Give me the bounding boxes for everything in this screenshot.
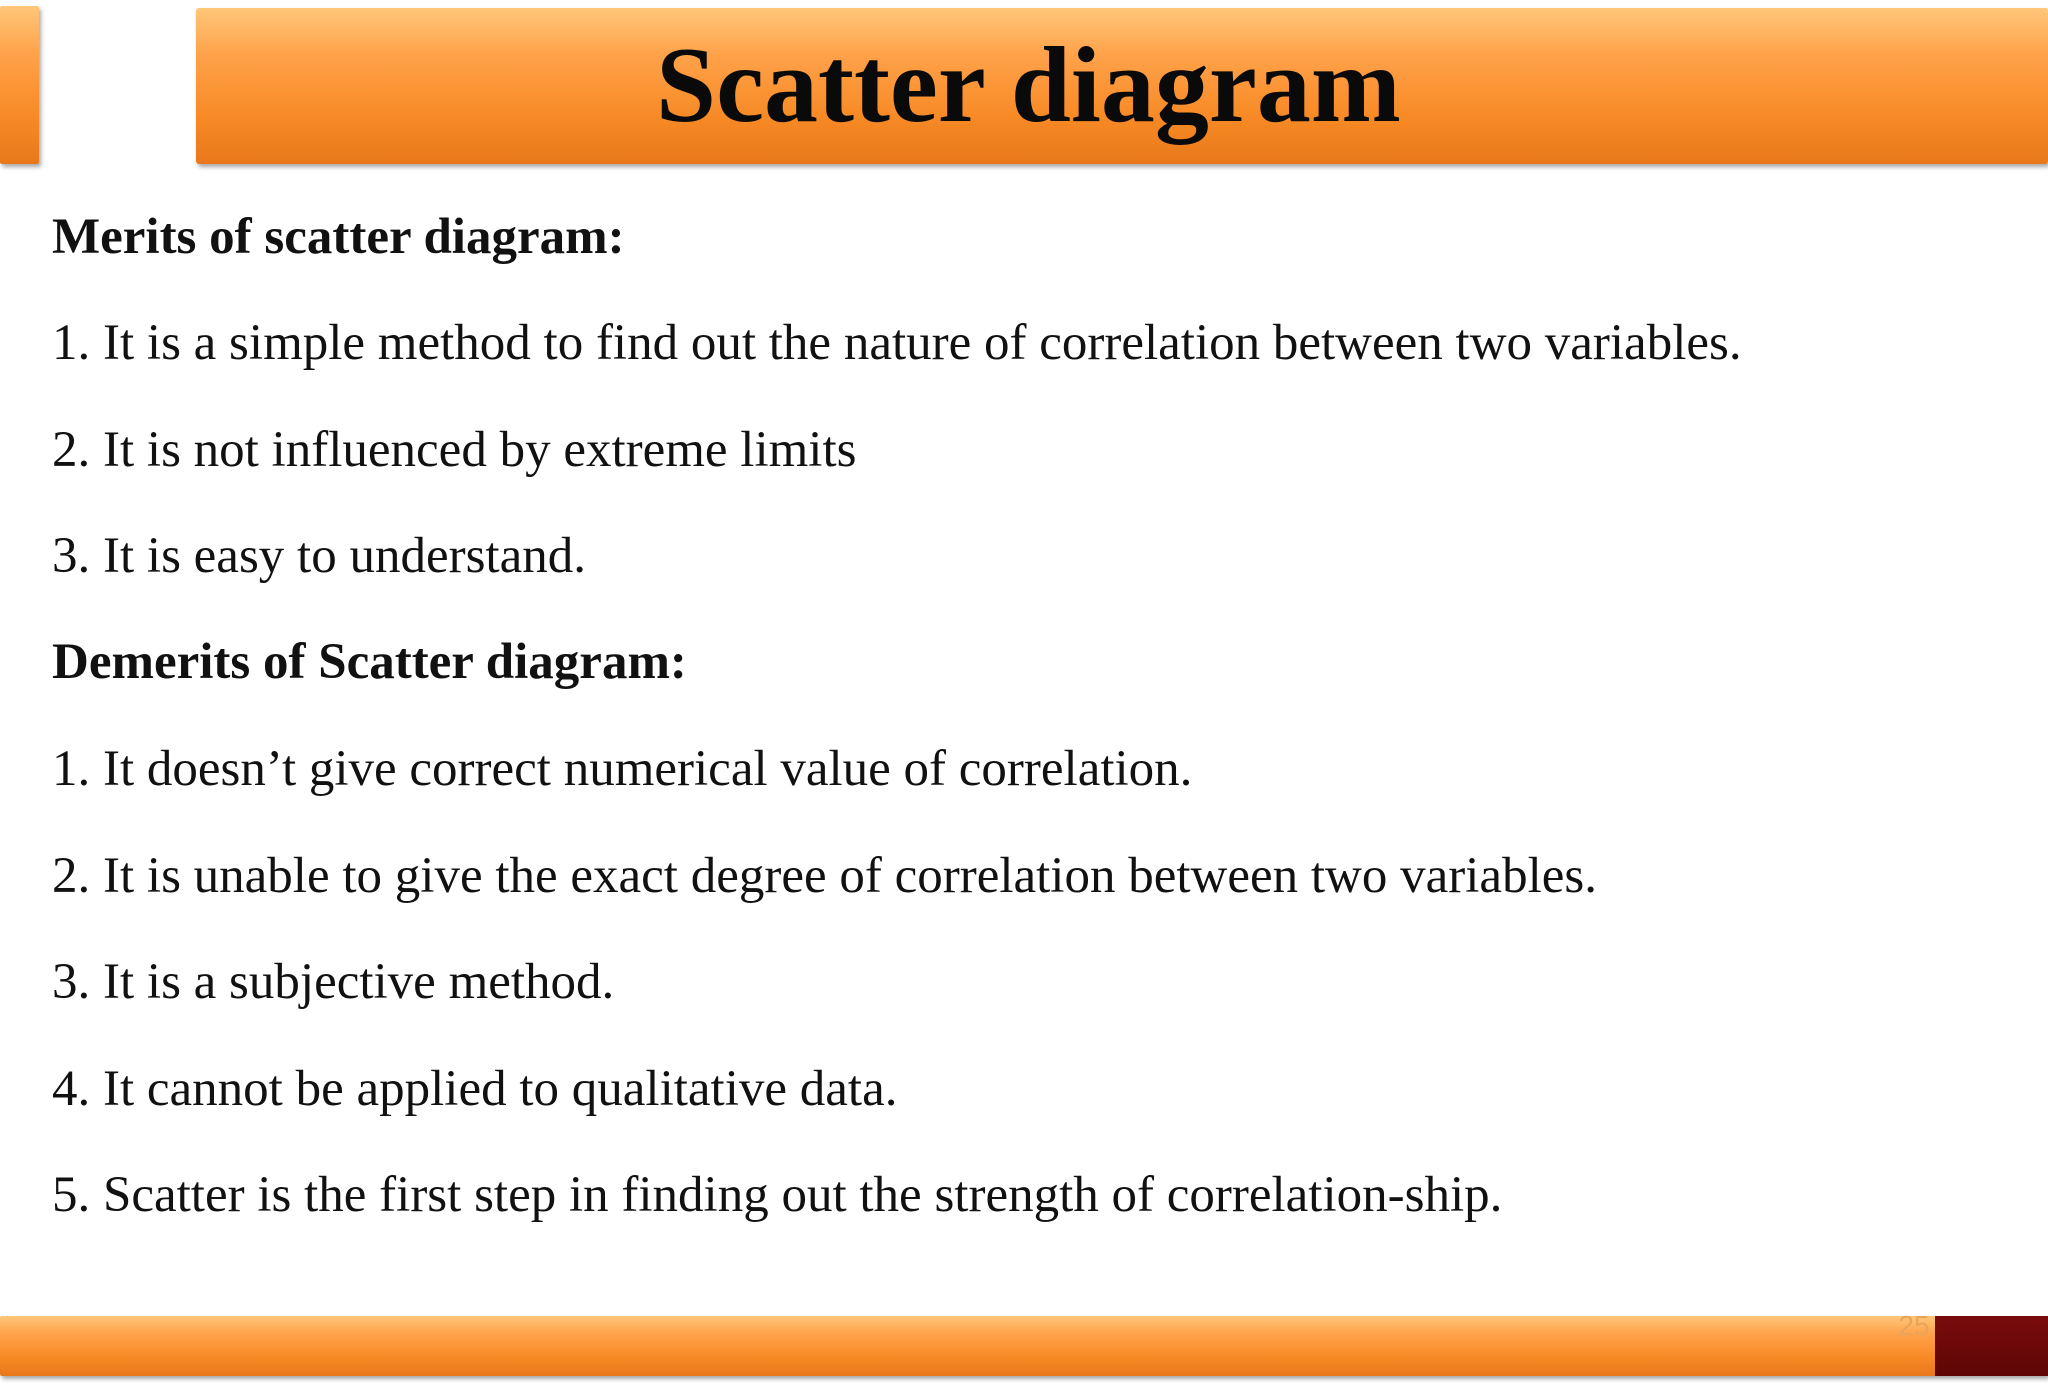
demerit-item: 3. It is a subjective method. [52, 954, 615, 1010]
merit-item: 3. It is easy to understand. [52, 528, 586, 584]
slide-title: Scatter diagram [656, 26, 1401, 145]
demerit-item: 1. It doesn’t give correct numerical value of correlation. [52, 741, 1193, 797]
demerits-heading: Demerits of Scatter diagram: [52, 634, 687, 690]
footer-bar [0, 1316, 2048, 1376]
left-accent-tab [0, 6, 39, 164]
demerit-item: 4. It cannot be applied to qualitative data. [52, 1061, 898, 1117]
demerit-item: 2. It is unable to give the exact degree of correlation between two variables. [52, 848, 1597, 904]
page-number: 25 [1898, 1310, 1930, 1341]
merits-heading: Merits of scatter diagram: [52, 209, 625, 265]
merit-item: 1. It is a simple method to find out the nature of correlation between two variables. [52, 315, 1742, 371]
footer-corner-block [1935, 1316, 2048, 1376]
merit-item: 2. It is not influenced by extreme limits [52, 422, 857, 478]
demerit-item: 5. Scatter is the first step in finding out the strength of correlation-ship. [52, 1167, 1503, 1223]
